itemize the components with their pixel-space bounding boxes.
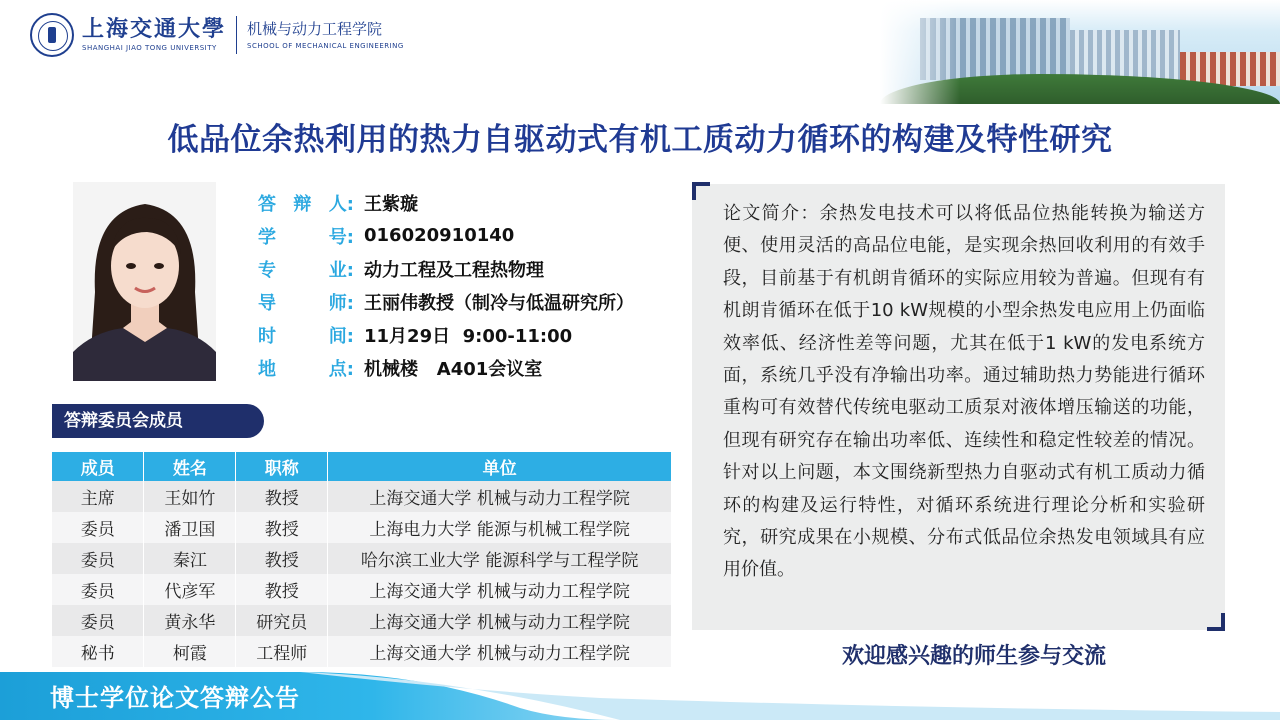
student-id: 016020910140 xyxy=(364,225,515,246)
corner-bracket-top-left xyxy=(692,182,710,200)
footer-title: 博士学位论文答辩公告 xyxy=(50,683,300,712)
school-name-en: SCHOOL OF MECHANICAL ENGINEERING xyxy=(247,42,404,50)
column-header: 职称 xyxy=(236,452,328,481)
corner-bracket-bottom-right xyxy=(1207,613,1225,631)
table-cell: 上海交通大学 机械与动力工程学院 xyxy=(328,605,672,636)
info-row-major xyxy=(258,252,634,285)
table-row xyxy=(52,636,672,667)
university-name-cn: 上海交通大學 xyxy=(82,16,227,42)
info-label-major: 专 业: xyxy=(258,259,354,281)
info-row-candidate xyxy=(258,186,634,219)
table-cell: 柯霞 xyxy=(144,636,236,667)
table-cell: 教授 xyxy=(236,481,328,512)
defense-location: 机械楼 A401会议室 xyxy=(364,358,543,380)
table-cell: 委员 xyxy=(52,512,144,543)
table-row xyxy=(52,481,672,512)
table-row xyxy=(52,574,672,605)
table-row xyxy=(52,543,672,574)
table-cell: 秦江 xyxy=(144,543,236,574)
table-cell: 教授 xyxy=(236,543,328,574)
table-cell: 委员 xyxy=(52,543,144,574)
committee-table xyxy=(52,452,672,667)
committee-heading: 答辩委员会成员 xyxy=(52,404,264,438)
defense-time: 11月29日 9:00-11:00 xyxy=(364,325,573,347)
thesis-title: 低品位余热利用的热力自驱动式有机工质动力循环的构建及特性研究 xyxy=(167,122,1113,158)
info-label-candidate: 答 辩 人: xyxy=(258,193,354,215)
table-row xyxy=(52,512,672,543)
table-cell: 主席 xyxy=(52,481,144,512)
school-name xyxy=(247,18,404,52)
info-label-advisor: 导 师: xyxy=(258,292,354,314)
table-cell: 工程师 xyxy=(236,636,328,667)
candidate-name: 王紫璇 xyxy=(364,193,418,215)
info-row-location xyxy=(258,351,634,384)
column-header: 单位 xyxy=(328,452,672,481)
university-seal-icon xyxy=(30,13,74,57)
table-cell: 哈尔滨工业大学 能源科学与工程学院 xyxy=(328,543,672,574)
table-cell: 秘书 xyxy=(52,636,144,667)
school-name-cn: 机械与动力工程学院 xyxy=(247,20,383,38)
info-row-time xyxy=(258,318,634,351)
table-cell: 潘卫国 xyxy=(144,512,236,543)
table-cell: 教授 xyxy=(236,512,328,543)
welcome-message: 欢迎感兴趣的师生参与交流 xyxy=(841,644,1106,669)
table-header-row xyxy=(52,452,672,481)
table-cell: 王如竹 xyxy=(144,481,236,512)
header-logo-area xyxy=(30,12,404,58)
info-label-location: 地 点: xyxy=(258,358,354,380)
major: 动力工程及工程热物理 xyxy=(364,259,544,281)
campus-photo xyxy=(880,0,1280,104)
advisor: 王丽伟教授（制冷与低温研究所） xyxy=(364,292,634,314)
header-divider xyxy=(236,16,237,54)
table-cell: 教授 xyxy=(236,574,328,605)
column-header: 姓名 xyxy=(144,452,236,481)
abstract-text: 论文简介：余热发电技术可以将低品位热能转换为输送方便、使用灵活的高品位电能，是实现余热回收利用的有效手段，目前基于有机朗肯循环的实际应用较为普遍。但现有有机朗肯循环在低于10 kW规模的小型余热发电应用上仍面临效率低、经济性差等问题，尤其在低于1 kW的发电系统方面，系统几乎没有净输出功率。通过辅助热力势能进行循环重构可有效替代传统电驱动工质泵对液体增压输送的功能，但现有研究存在输出功率低、连续性和稳定性较差的情况。针对以上问题，本文围绕新型热力自驱动式有机工质动力循环的构建及运行特性，对循环系统进行理论分析和实验研究，研究成果在小规模、分布式低品位余热发电领域具有应用价值。 xyxy=(723,203,1205,581)
table-cell: 黄永华 xyxy=(144,605,236,636)
defense-info xyxy=(258,186,634,384)
table-cell: 代彦军 xyxy=(144,574,236,605)
table-cell: 委员 xyxy=(52,574,144,605)
candidate-photo xyxy=(73,182,216,381)
table-cell: 研究员 xyxy=(236,605,328,636)
info-label-time: 时 间: xyxy=(258,325,354,347)
info-label-student-id: 学 号: xyxy=(258,226,354,248)
table-cell: 委员 xyxy=(52,605,144,636)
university-name-en: SHANGHAI JIAO TONG UNIVERSITY xyxy=(82,44,217,52)
table-row xyxy=(52,605,672,636)
info-row-student-id xyxy=(258,219,634,252)
table-cell: 上海交通大学 机械与动力工程学院 xyxy=(328,481,672,512)
table-cell: 上海交通大学 机械与动力工程学院 xyxy=(328,574,672,605)
university-name xyxy=(82,16,226,54)
column-header: 成员 xyxy=(52,452,144,481)
table-cell: 上海交通大学 机械与动力工程学院 xyxy=(328,636,672,667)
info-row-advisor xyxy=(258,285,634,318)
table-cell: 上海电力大学 能源与机械工程学院 xyxy=(328,512,672,543)
